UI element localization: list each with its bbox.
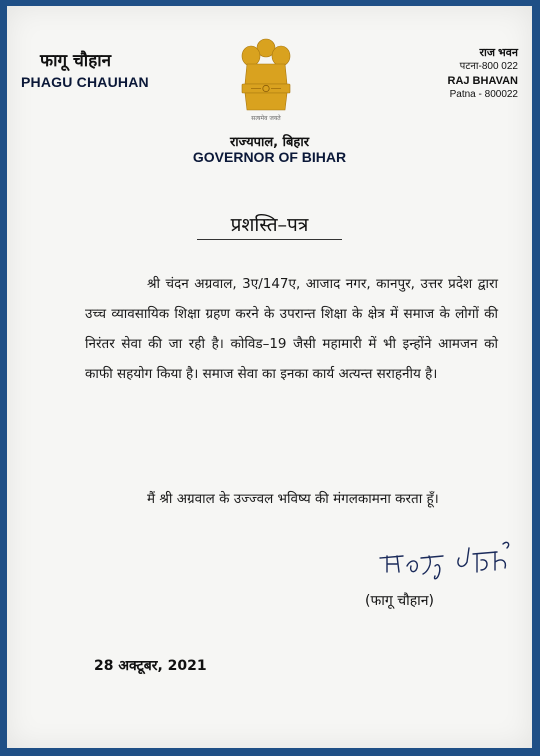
state-emblem-icon: [233, 36, 299, 118]
certificate-title: प्रशस्ति–पत्र: [7, 211, 532, 240]
sender-name-english: PHAGU CHAUHAN: [21, 74, 149, 90]
office-title-hindi: राज्यपाल, बिहार: [229, 135, 310, 150]
address-block: [448, 46, 519, 102]
address-line-1: राज भवन: [479, 47, 518, 59]
office-title-english: GOVERNOR OF BIHAR: [192, 149, 347, 165]
address-line-4: Patna - 800022: [449, 89, 518, 100]
emblem-motto: सत्यमेव जयते: [251, 115, 281, 122]
address-line-3: RAJ BHAVAN: [447, 75, 518, 87]
signatory-name: (फागू चौहान): [365, 593, 435, 609]
letter-paragraph-2: मैं श्री अग्रवाल के उज्ज्वल भविष्य की मंगलकामना करता हूँ।: [147, 491, 439, 507]
address-line-2: पटना-800 022: [459, 61, 518, 72]
sender-name-hindi: फागू चौहान: [40, 51, 112, 71]
letter-date: 28 अक्टूबर, 2021: [94, 658, 207, 674]
letter-page: [7, 6, 532, 748]
letter-paragraph-1: श्री चंदन अग्रवाल, 3ए/147ए, आजाद नगर, कानपुर, उत्तर प्रदेश द्वारा उच्च व्यावसायिक शिक्षा ग्रहण करने के उपरान्त शिक्षा के क्षेत्र में समाज के लोगों की निरंतर सेवा की जा रही है। कोविड–19 जैसी महामारी में भी इन्होंने आमजन को काफी सहयोग किया है। समाज सेवा का इनका कार्य अत्यन्त सराहनीय है।: [85, 276, 498, 382]
handwritten-signature: [377, 536, 527, 586]
